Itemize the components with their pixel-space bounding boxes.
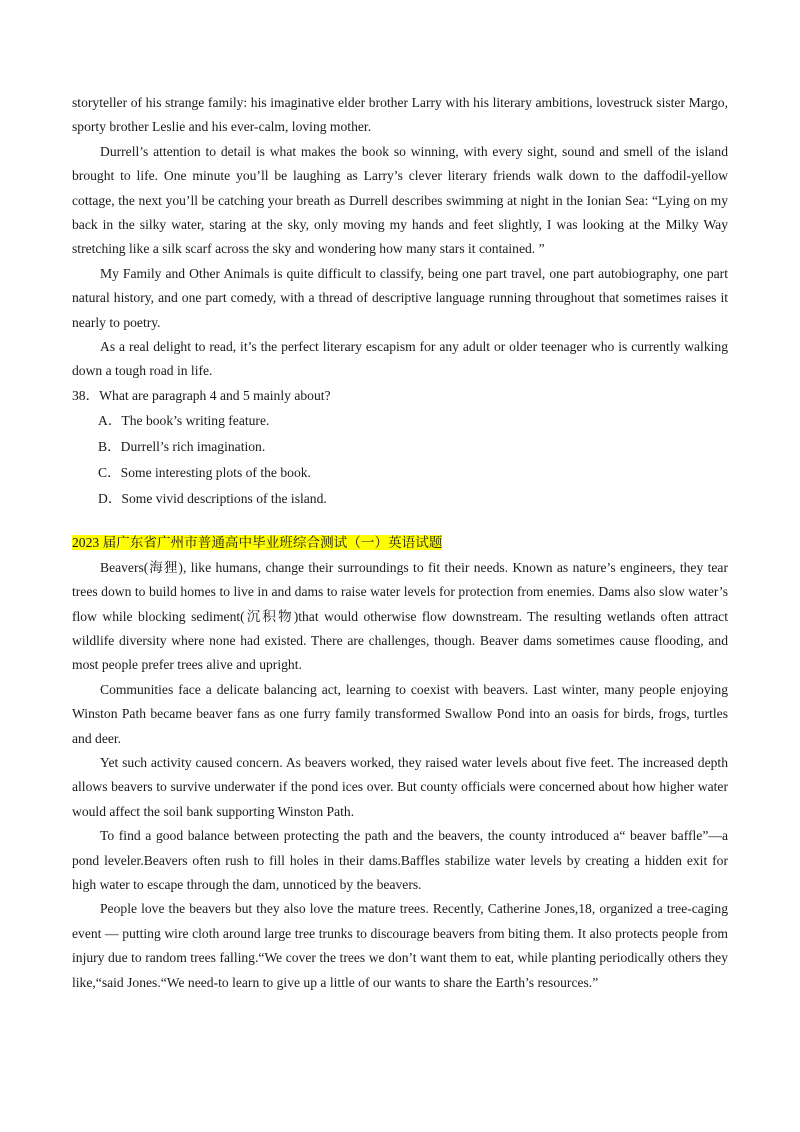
- passage1-paragraph-3: My Family and Other Animals is quite difficult to classify, being one part travel, one part autobiography, one part natural history, and one part comedy, with a thread of descriptive language running throughout that sometimes raises it nearly to poetry.: [72, 265, 728, 330]
- passage2-paragraph-2: Communities face a delicate balancing act, learning to coexist with beavers. Last winter, many people enjoying Winston Path became beaver fans as one furry family transformed Swallow Pond into an oasis for birds, frogs, turtles and deer.: [72, 681, 728, 746]
- passage1-paragraph-1: storyteller of his strange family: his imaginative elder brother Larry with his literary ambitions, lovestruck sister Margo, sporty brother Leslie and his ever-calm, loving mother.: [72, 95, 728, 135]
- option-c: C．Some interesting plots of the book.: [98, 465, 311, 481]
- passage2-paragraph-3: Yet such activity caused concern. As beavers worked, they raised water levels about five feet. The increased depth allows beavers to survive underwater if the pond ices over. But county officials were concerned about how higher water would affect the soil bank supporting Winston Path.: [72, 754, 728, 819]
- option-b: B．Durrell’s rich imagination.: [98, 439, 266, 455]
- question-38: 38．What are paragraph 4 and 5 mainly about?: [72, 387, 331, 403]
- answer-options: [72, 408, 728, 512]
- option-d: D．Some vivid descriptions of the island.: [98, 491, 327, 507]
- passage1-paragraph-2: Durrell’s attention to detail is what makes the book so winning, with every sight, sound and smell of the island brought to life. One minute you’ll be laughing as Larry’s clever literary friends walk down to the daffodil-yellow cottage, the next you’ll be catching your breath as Durrell describes swimming at night in the Ionian Sea: “Lying on my back in the silky water, staring at the sky, only moving my hands and feet slightly, I was looking at the Milky Way stretching like a silk scarf across the sky and wondering how many stars it contained. ”: [72, 143, 728, 257]
- passage2-paragraph-4: To find a good balance between protecting the path and the beavers, the county introduced a“ beaver baffle”—a pond leveler.Beavers often rush to fill holes in their dams.Baffles stabilize water levels by creating a hidden exit for high water to escape through the dam, unnoticed by the beavers.: [72, 828, 728, 892]
- passage2-paragraph-5: People love the beavers but they also love the mature trees. Recently, Catherine Jones,18, organized a tree-caging event — putting wire cloth around large tree trunks to discourage beavers from biting them. It also protects people from injury due to random trees falling.“We cover the trees we don’t want them to eat, while planting periodically others they like,“said Jones.“We need-to learn to give up a little of our wants to share the Earth’s resources.”: [72, 901, 728, 990]
- section-heading-wrap: [72, 531, 728, 555]
- passage2-paragraph-1: Beavers(海狸), like humans, change their surroundings to fit their needs. Known as nature’s engineers, they tear trees down to build homes to live in and dams to raise water levels for protection from enemies. Dams also slow water’s flow while blocking sediment(沉积物)that would otherwise flow downstream. The resulting wetlands often attract wildlife diversity where none had existed. There are challenges, though. Beaver dams sometimes cause flooding, and most people prefer trees alive and upright.: [72, 559, 728, 673]
- document-page: [72, 91, 728, 995]
- option-a: A．The book’s writing feature.: [98, 413, 270, 429]
- section-heading: 2023 届广东省广州市普通高中毕业班综合测试（一）英语试题: [72, 535, 443, 551]
- passage1-paragraph-4: As a real delight to read, it’s the perfect literary escapism for any adult or older teenager who is currently walking down a tough road in life.: [72, 339, 728, 379]
